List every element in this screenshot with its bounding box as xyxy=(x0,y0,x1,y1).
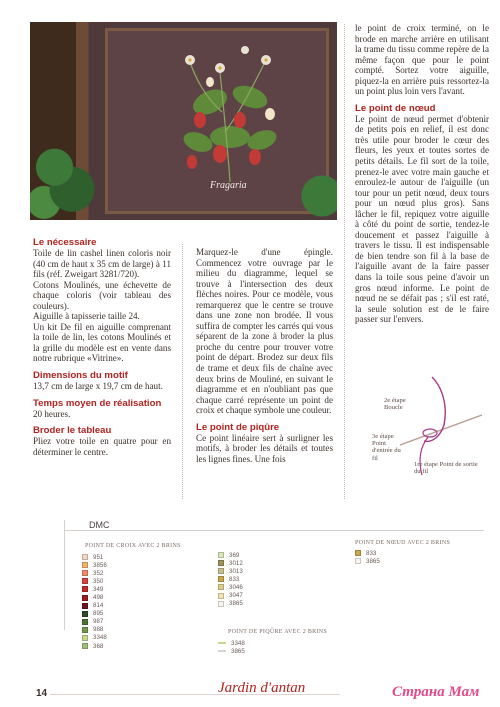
dmc-code: 3348 xyxy=(93,634,107,642)
dmc-code: 3012 xyxy=(229,559,243,567)
dmc-code: 3865 xyxy=(366,557,380,565)
color-key-item xyxy=(218,600,243,608)
column-separator xyxy=(344,24,345,499)
dmc-code: 3046 xyxy=(229,583,243,591)
paragraph: Cotons Moulinés, une échevette de chaque coloris (voir tableau des couleurs). xyxy=(33,279,171,311)
page-number: 14 xyxy=(36,688,48,699)
paragraph: Aiguille à tapisserie taille 24. xyxy=(33,311,140,322)
color-key-item xyxy=(82,553,107,561)
dmc-code: 3013 xyxy=(229,567,243,575)
color-key-item xyxy=(218,559,243,567)
dmc-code: 350 xyxy=(93,577,104,585)
step-2-label: 2e étape Boucle xyxy=(384,397,406,412)
dmc-code: 498 xyxy=(93,594,104,602)
step-3-label: 3e étape Point d'entrée du fil xyxy=(372,433,401,462)
color-key-list xyxy=(218,551,243,608)
line-swatch xyxy=(218,642,226,644)
french-knot-diagram xyxy=(370,375,486,485)
color-key-item xyxy=(82,569,107,577)
dmc-code: 352 xyxy=(93,569,104,577)
color-key-item xyxy=(218,583,243,591)
dmc-code: 988 xyxy=(93,626,104,634)
watermark: Страна Мам xyxy=(392,684,480,700)
plant-leaves-left xyxy=(30,132,100,220)
color-key-item xyxy=(218,551,243,559)
color-swatch xyxy=(218,584,224,590)
footer-title: Jardin d'antan xyxy=(218,680,306,696)
color-key-item xyxy=(355,549,380,557)
paragraph: Toile de lin cashel linen coloris noir (40 cm de haut x 35 cm de large) à 11 fils (réf. Zweigart 3281/720). xyxy=(33,248,171,280)
color-swatch xyxy=(218,552,224,558)
color-key-item xyxy=(82,634,107,642)
color-key-item xyxy=(82,577,107,585)
dmc-code: 814 xyxy=(93,602,104,610)
color-key-item xyxy=(82,642,107,650)
dmc-code: 369 xyxy=(229,551,240,559)
heading-broder: Broder le tableau xyxy=(33,425,112,437)
strawberry-embroidery xyxy=(170,42,290,192)
paragraph: 20 heures. xyxy=(33,408,71,419)
color-swatch xyxy=(82,635,88,641)
color-swatch xyxy=(82,554,88,560)
color-swatch xyxy=(218,568,224,574)
backstitch-heading: POINT DE PIQÛRE AVEC 2 BRINS xyxy=(228,629,328,635)
color-swatch xyxy=(82,627,88,633)
photo-caption: Fragaria xyxy=(210,180,247,191)
color-swatch xyxy=(82,595,88,601)
color-swatch xyxy=(82,578,88,584)
column-separator xyxy=(182,244,183,499)
color-swatch xyxy=(82,619,88,625)
color-swatch xyxy=(82,611,88,617)
dmc-code: 3856 xyxy=(93,561,107,569)
dmc-code: 3865 xyxy=(229,600,243,608)
dmc-code: 3865 xyxy=(231,647,245,655)
color-key-list xyxy=(82,553,107,650)
color-swatch xyxy=(82,643,88,649)
backstitch-key-list xyxy=(218,639,245,655)
color-swatch xyxy=(218,601,224,607)
heading-necessaire: Le nécessaire xyxy=(33,237,97,248)
color-key-item xyxy=(82,626,107,634)
paragraph: Un kit De fil en aiguille comprenant la toile de lin, les cotons Moulinés et la grille du modèle est en vente dans notre rubrique «Vitrine». xyxy=(33,321,171,364)
plant-leaves-right xyxy=(298,172,337,220)
color-swatch xyxy=(82,562,88,568)
heading-piqure: Le point de piqûre xyxy=(196,421,280,433)
dmc-code: 987 xyxy=(93,618,104,626)
embroidery-photo xyxy=(30,22,337,220)
paragraph: Pliez votre toile en quatre pour en déterminer le centre. xyxy=(33,436,171,457)
line-swatch xyxy=(218,650,226,652)
cross-stitch-heading: POINT DE CROIX AVEC 2 BRINS xyxy=(85,543,181,549)
dmc-code: 349 xyxy=(93,585,104,593)
color-swatch xyxy=(82,570,88,576)
heading-dimensions: Dimensions du motif xyxy=(33,370,128,382)
knot-key-list xyxy=(355,549,380,565)
dmc-code: 3047 xyxy=(229,592,243,600)
color-key-item xyxy=(82,585,107,593)
color-swatch xyxy=(355,550,361,556)
color-key-item xyxy=(82,610,107,618)
paragraph: le point de croix terminé, on le brode en marche arrière en utilisant la trame du tissu comme repère de la même façon que pour le point compté. Sortez votre aiguille, piquez-la en arrière puis ressortez-la un point plus loin vers l'avant. xyxy=(355,23,489,97)
color-key-item xyxy=(218,647,245,655)
color-key-item xyxy=(218,639,245,647)
color-key-item xyxy=(82,593,107,601)
divider xyxy=(64,530,484,531)
text-column-3 xyxy=(355,23,489,325)
dmc-code: 895 xyxy=(93,610,104,618)
paragraph: Le point de nœud permet d'obtenir de petits pois en relief, il est donc très utile pour broder le cœur des fleurs, les yeux et toutes sortes de petits détails. Le fil sort de la toile, prenez-le avec votre main gauche et enroulez-le autour de l'aiguille (un tour pour un petit nœud, deux tours pour un nœud plus gros). Sans lâcher le fil, repiquez votre aiguille à côté du point de sortie, tendez-le doucement et passez l'aiguille à travers le tissu. Il est indispensable de bien tendre son fil à la base de l'aiguille avant de la faire passer dans la toile sous peine d'avoir un gros nœud informe. Le point de nœud ne se défait pas ; s'il est raté, la seule solution est de le faire passer sur l'envers. xyxy=(355,113,489,325)
divider xyxy=(64,520,65,630)
color-swatch xyxy=(82,586,88,592)
heading-temps: Temps moyen de réalisation xyxy=(33,397,162,409)
step-1-label: 1re étape Point de sortie du fil xyxy=(414,461,478,476)
heading-noeud: Le point de nœud xyxy=(355,102,436,114)
paragraph: Ce point linéaire sert à surligner les motifs, à broder les détails et toutes les lignes fines. Une fois xyxy=(196,432,333,464)
knot-heading: POINT DE NŒUD AVEC 2 BRINS xyxy=(355,540,451,546)
color-swatch xyxy=(218,560,224,566)
color-key-item xyxy=(218,567,243,575)
dmc-code: 833 xyxy=(229,575,240,583)
color-swatch xyxy=(218,593,224,599)
color-key-item xyxy=(218,575,243,583)
dmc-key-title: DMC xyxy=(89,520,110,530)
paragraph: Marquez-le d'une épingle. Commencez votre ouvrage par le milieu du diagramme, lequel se trouve à l'intersection des deux flèches noires. Pour ce modèle, vous remarquerez que le centre se trouve dans une zone non brodée. Il vous suffira de compter les carrés qui vous séparent de la zone à broder la plus proche du centre pour trouver votre point de départ. Brodez sur deux fils de trame et deux fils de chaîne avec deux brins de Mouliné, en suivant le diagramme et en n'oubliant pas que chaque carré représente un point de croix et chaque symbole une couleur. xyxy=(196,247,333,416)
paragraph: 13,7 cm de large x 19,7 cm de haut. xyxy=(33,381,163,392)
color-key-item xyxy=(82,561,107,569)
dmc-code: 368 xyxy=(93,642,104,650)
color-key-item xyxy=(82,602,107,610)
color-key-item xyxy=(82,618,107,626)
dmc-code: 951 xyxy=(93,553,104,561)
dmc-code: 3348 xyxy=(231,639,245,647)
color-swatch xyxy=(82,603,88,609)
text-column-1 xyxy=(33,237,171,457)
color-key-item xyxy=(218,591,243,599)
color-key-item xyxy=(355,557,380,565)
color-swatch xyxy=(355,558,361,564)
color-swatch xyxy=(218,576,224,582)
text-column-2 xyxy=(196,247,333,464)
dmc-code: 833 xyxy=(366,549,377,557)
